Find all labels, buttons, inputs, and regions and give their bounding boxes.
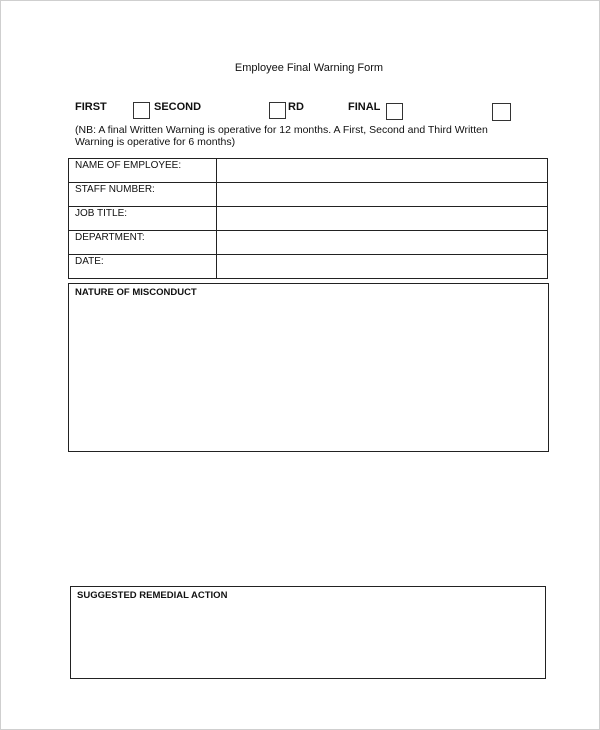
remedial-action-title: SUGGESTED REMEDIAL ACTION	[77, 590, 228, 601]
department-field[interactable]	[217, 231, 548, 255]
name-of-employee-field[interactable]	[217, 159, 548, 183]
department-label: DEPARTMENT:	[69, 231, 217, 255]
validity-note	[75, 124, 515, 148]
name-of-employee-label: NAME OF EMPLOYEE:	[69, 159, 217, 183]
staff-number-field[interactable]	[217, 183, 548, 207]
third-checkbox[interactable]	[386, 103, 403, 120]
option-final-label: FINAL	[348, 101, 381, 113]
date-field[interactable]	[217, 255, 548, 279]
table-row	[69, 183, 548, 207]
second-checkbox[interactable]	[269, 102, 286, 119]
employee-details-table	[68, 158, 548, 279]
remedial-action-box[interactable]	[70, 586, 546, 679]
job-title-field[interactable]	[217, 207, 548, 231]
option-second-label: SECOND	[154, 101, 202, 113]
note-line-1: (NB: A final Written Warning is operative for 12 months. A First, Second and Third Written	[75, 124, 488, 136]
table-row	[69, 207, 548, 231]
staff-number-label: STAFF NUMBER:	[69, 183, 217, 207]
option-first-label: FIRST	[75, 101, 107, 113]
date-label: DATE:	[69, 255, 217, 279]
misconduct-title: NATURE OF MISCONDUCT	[75, 287, 197, 298]
first-checkbox[interactable]	[133, 102, 150, 119]
misconduct-box[interactable]	[68, 283, 549, 452]
table-row	[69, 159, 548, 183]
note-line-2: Warning is operative for 6 months)	[75, 136, 236, 148]
option-third-label: RD	[288, 101, 304, 113]
form-title: Employee Final Warning Form	[234, 62, 384, 74]
table-row	[69, 255, 548, 279]
job-title-label: JOB TITLE:	[69, 207, 217, 231]
table-row	[69, 231, 548, 255]
final-checkbox[interactable]	[492, 103, 511, 121]
